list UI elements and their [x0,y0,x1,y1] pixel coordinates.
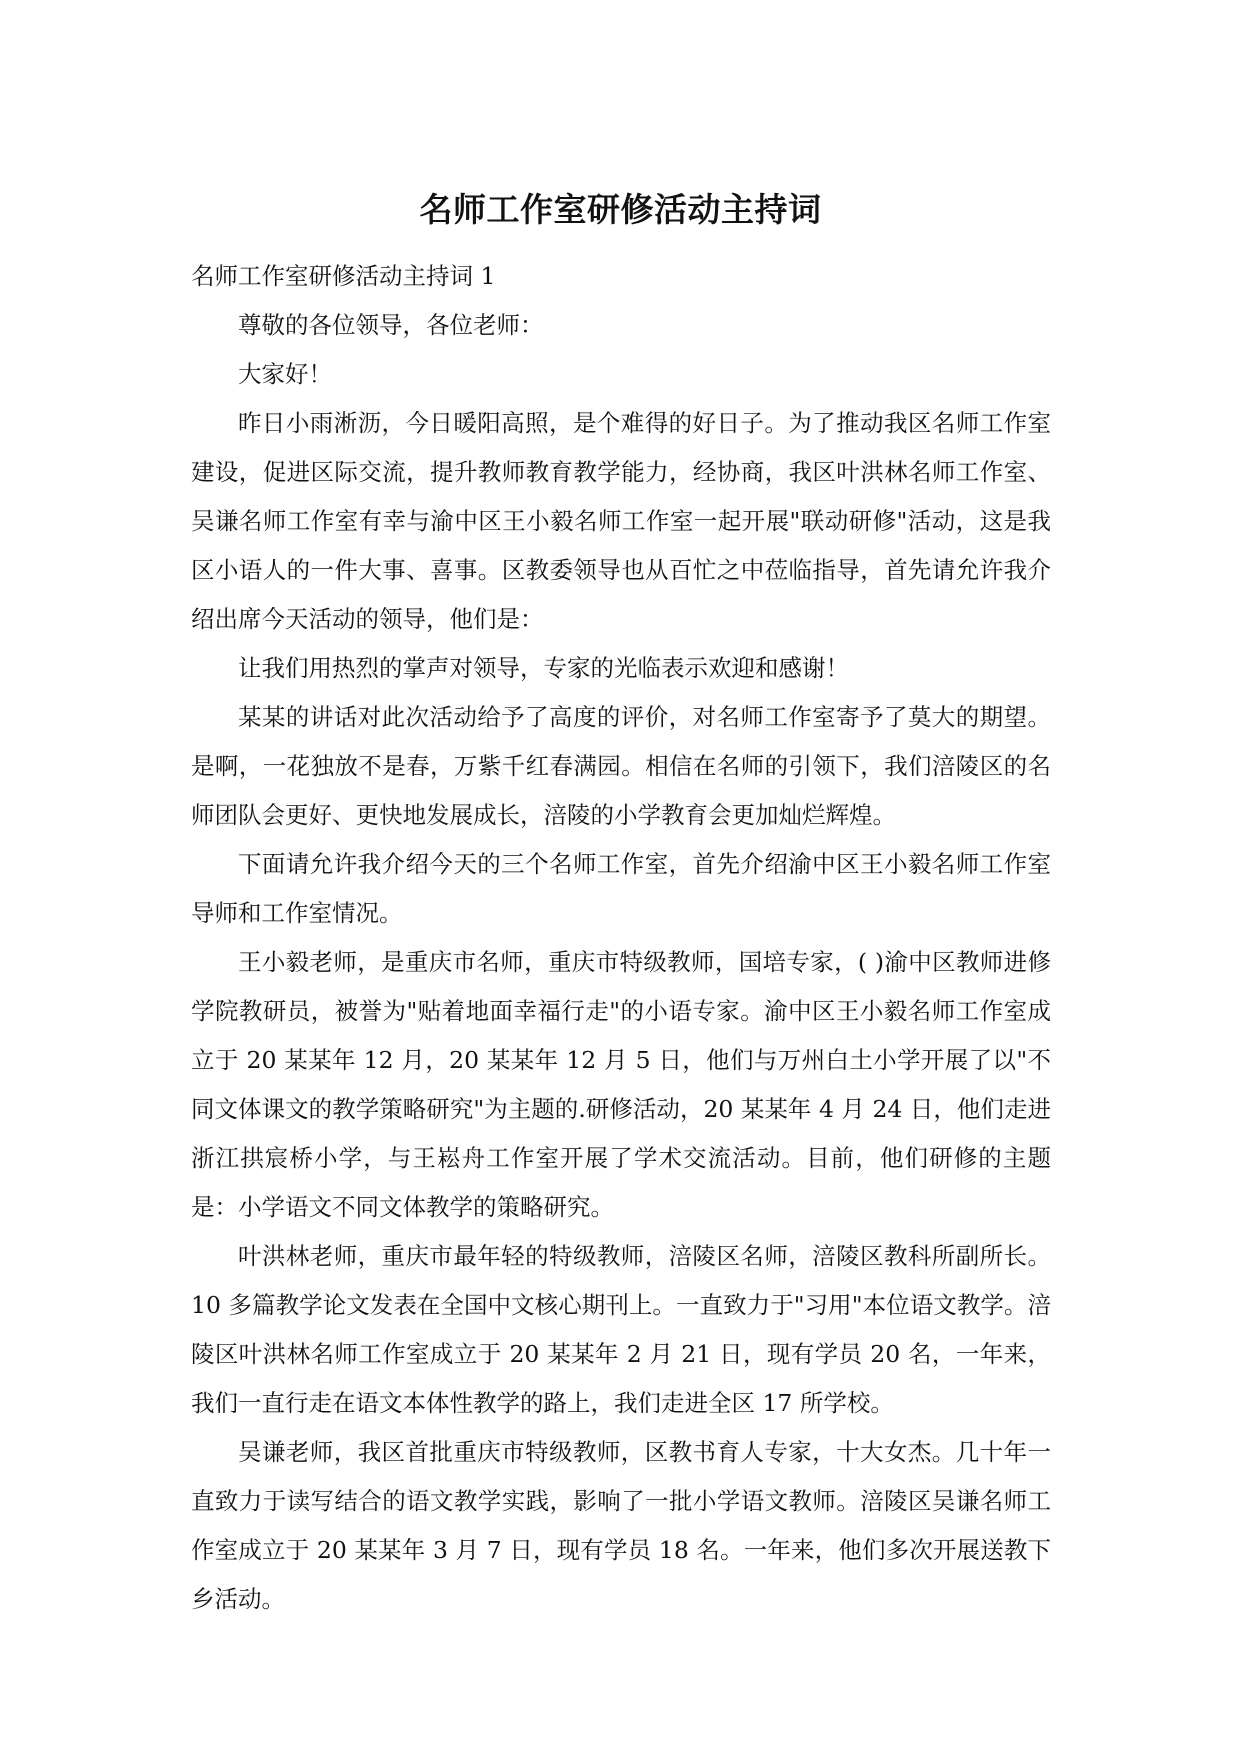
paragraph-ye-honglin: 叶洪林老师，重庆市最年轻的特级教师，涪陵区名师，涪陵区教科所副所长。10 多篇教学论文发表在全国中文核心期刊上。一直致力于"习用"本位语文教学。涪陵区叶洪林名师工作室成立于 20 某某年 2 月 21 日，现有学员 20 名，一年来，我们一直行走在语文本体性教学的路上，我们走进全区 17 所学校。 [191,1242,1051,1417]
document-title: 名师工作室研修活动主持词 [419,190,822,229]
paragraph-wang-xiaoyi: 王小毅老师，是重庆市名师，重庆市特级教师，国培专家，( )渝中区教师进修学院教研员，被誉为"贴着地面幸福行走"的小语专家。渝中区王小毅名师工作室成立于 20 某某年 12 月，20 某某年 12 月 5 日，他们与万州白土小学开展了以"不同文体课文的教学策略研究"为主题的.研修活动，20 某某年 4 月 24 日，他们走进浙江拱宸桥小学，与王崧舟工作室开展了学术交流活动。目前，他们研修的主题是：小学语文不同文体教学的策略研究。 [191,948,1051,1221]
paragraph-evaluation: 某某的讲话对此次活动给予了高度的评价，对名师工作室寄予了莫大的期望。是啊，一花独放不是春，万紫千红春满园。相信在名师的引领下，我们涪陵区的名师团队会更好、更快地发展成长，涪陵的小学教育会更加灿烂辉煌。 [191,703,1051,829]
paragraph-opening: 昨日小雨淅沥，今日暖阳高照，是个难得的好日子。为了推动我区名师工作室建设，促进区际交流，提升教师教育教学能力，经协商，我区叶洪林名师工作室、吴谦名师工作室有幸与渝中区王小毅名师工作室一起开展"联动研修"活动，这是我区小语人的一件大事、喜事。区教委领导也从百忙之中莅临指导，首先请允许我介绍出席今天活动的领导，他们是： [191,409,1051,633]
paragraph-introduction: 下面请允许我介绍今天的三个名师工作室，首先介绍渝中区王小毅名师工作室导师和工作室情况。 [191,850,1051,927]
salutation: 尊敬的各位领导，各位老师： [238,311,544,339]
section-heading: 名师工作室研修活动主持词 1 [191,262,496,290]
document-body [191,252,1051,1624]
paragraph-welcome: 让我们用热烈的掌声对领导，专家的光临表示欢迎和感谢！ [238,654,849,682]
paragraph-wu-qian: 吴谦老师，我区首批重庆市特级教师，区教书育人专家，十大女杰。几十年一直致力于读写结合的语文教学实践，影响了一批小学语文教师。涪陵区吴谦名师工作室成立于 20 某某年 3 月 7 日，现有学员 18 名。一年来，他们多次开展送教下乡活动。 [191,1438,1051,1613]
greeting: 大家好！ [238,360,332,388]
